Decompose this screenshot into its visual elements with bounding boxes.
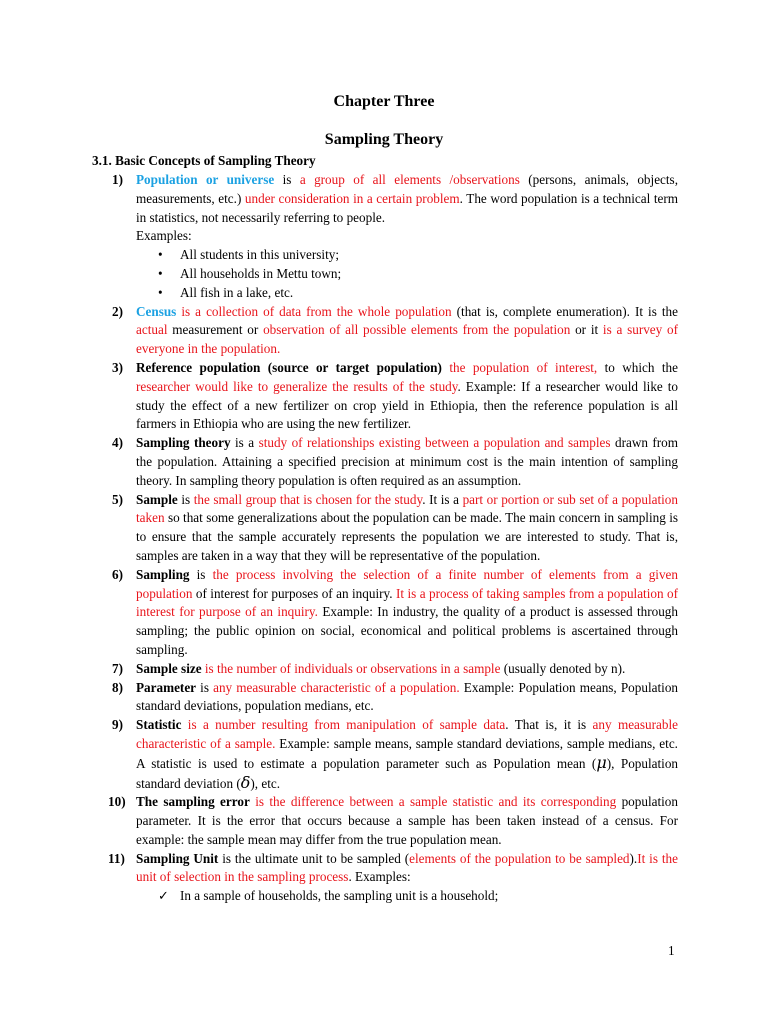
text-segment: ), Population standard deviation ( — [136, 755, 679, 791]
text-segment: part or portion or sub set of a population taken — [136, 491, 678, 526]
list-item — [92, 850, 678, 906]
text-segment: Parameter — [136, 679, 197, 695]
page-number: 1 — [668, 943, 675, 958]
text-segment: μ — [596, 752, 607, 772]
list-item-text: In a sample of households, the sampling unit is a household; — [180, 888, 499, 904]
text-segment: . Examples: — [348, 869, 411, 885]
list-item — [92, 303, 678, 359]
text-segment: measurement or — [167, 322, 264, 338]
item-text — [136, 680, 678, 714]
text-segment: a group of all elements /observations — [299, 172, 520, 187]
text-segment: any measurable characteristic of a population. — [213, 679, 460, 695]
text-segment: Statistic — [136, 717, 182, 733]
text-segment: population parameter. It is the error that occurs because a sample has been taken instead of a census. For example: the sample mean may differ from the true population mean. — [136, 794, 678, 847]
item-text — [136, 661, 625, 676]
text-segment: drawn from the population. Attaining a specified precision at minimum cost is the main intention of sampling theory. In sampling theory population is often required as an assumption. — [136, 435, 679, 488]
item-number: 11) — [108, 850, 125, 866]
text-segment: is — [189, 566, 213, 582]
text-segment: It is a process of taking samples from a population of interest for purpose of an inquiry. — [136, 585, 678, 620]
list-item: • All households in Mettu town; — [136, 265, 678, 284]
item-number: 7) — [112, 660, 123, 676]
text-segment: The sampling error — [136, 794, 250, 810]
list-item — [136, 887, 678, 906]
text-segment: Sampling Unit — [136, 850, 219, 866]
list-item — [92, 793, 678, 849]
item-text — [136, 567, 678, 657]
list-item — [92, 566, 678, 660]
list-item: • All fish in a lake, etc. — [136, 284, 678, 303]
text-segment: actual — [136, 322, 168, 338]
text-segment: is the number of individuals or observations in a sample — [201, 660, 501, 676]
text-segment: ), etc. — [250, 775, 281, 791]
text-segment: (usually denoted by n). — [500, 660, 626, 676]
text-segment: is the difference between a sample statistic and its corresponding — [249, 794, 617, 810]
item-number: 6) — [112, 566, 123, 582]
text-segment: Sample — [136, 491, 178, 507]
item-text — [136, 794, 678, 847]
text-segment: the population of interest, — [441, 359, 598, 375]
item-number: 5) — [112, 491, 123, 507]
text-segment: Sampling — [136, 566, 190, 582]
unit-examples-list — [136, 887, 678, 906]
item-text — [136, 435, 678, 488]
item-number: 8) — [112, 679, 123, 695]
item-number: 4) — [112, 435, 123, 451]
item-text — [136, 172, 678, 225]
text-segment: Population or universe — [136, 172, 275, 187]
text-segment: . The word population is a technical term in statistics, not necessarily referring to people. — [136, 190, 679, 225]
text-segment: is a survey of everyone in the population. — [136, 322, 678, 357]
text-segment: Reference population (source or target population) — [136, 359, 442, 375]
text-segment: is a number resulting from manipulation of sample data — [181, 717, 506, 733]
text-segment: the small group that is chosen for the study — [193, 491, 423, 507]
item-number: 1) — [112, 172, 123, 187]
item-text — [136, 360, 678, 431]
text-segment: elements of the population to be sampled — [409, 850, 630, 866]
text-segment: is a collection of data from the whole population — [176, 303, 452, 319]
page-title: Sampling Theory — [324, 131, 444, 148]
text-segment: Sampling theory — [136, 435, 231, 451]
text-segment: is the ultimate unit to be sampled ( — [218, 850, 410, 866]
text-segment: Example: Population means, Population standard deviations, population medians, etc. — [136, 679, 679, 714]
item-number: 3) — [112, 359, 123, 375]
text-segment: so that some generalizations about the population can be made. The main concern in sampling is to ensure that the sample accurately represents the population we are interested to study. That is, samples are taken in a way that they will be representative of the population. — [136, 510, 678, 563]
text-segment: . That is, it is — [505, 717, 593, 733]
list-item — [92, 716, 678, 793]
text-segment: under consideration in a certain problem — [244, 190, 460, 206]
text-segment: It is the unit of selection in the sampling process — [136, 850, 678, 885]
text-segment: . Example: If a researcher would like to study the effect of a new fertilizer on crop yield in Ethiopia, then the reference population is all farmers in Ethiopia who are using the new fertilizer. — [136, 378, 679, 432]
item-text — [136, 717, 678, 790]
text-segment: observation of all possible elements from the population — [263, 322, 571, 338]
list-item — [92, 679, 678, 717]
definitions-list — [92, 171, 678, 906]
list-item — [92, 434, 678, 490]
text-segment: is — [177, 491, 194, 507]
text-segment: (that is, complete enumeration). It is the — [451, 303, 679, 319]
item-text — [136, 851, 678, 885]
list-item: • All students in this university; — [136, 246, 678, 265]
text-segment: is — [274, 172, 300, 187]
checkmark-icon: ✓ — [158, 888, 170, 904]
item-number: 2) — [112, 303, 123, 319]
text-segment: Example: In industry, the quality of a product is assessed through sampling; the public opinion on social, economical and political problems is ascertained through sampling. — [136, 604, 678, 657]
list-item — [92, 171, 678, 303]
text-segment: . It is a — [422, 491, 463, 507]
examples-label: Examples: — [136, 228, 192, 244]
text-segment: study of relationships existing between a population and samples — [258, 435, 611, 451]
text-segment: Example: sample means, sample standard deviations, sample medians, etc. A statistic is used to estimate a population parameter such as Population mean ( — [136, 735, 678, 771]
text-segment: any measurable characteristic of a sample. — [136, 717, 678, 751]
item-number: 9) — [112, 717, 123, 733]
text-segment: Census — [136, 303, 177, 319]
list-item — [92, 491, 678, 566]
chapter-title: Chapter Three — [333, 93, 435, 110]
item-number: 10) — [108, 794, 126, 810]
examples-list — [136, 246, 678, 302]
item-text — [136, 492, 678, 563]
text-segment: to which the — [597, 359, 678, 375]
text-segment: researcher would like to generalize the results of the study — [136, 378, 458, 394]
text-segment: δ — [240, 772, 251, 792]
text-segment: (persons, animals, objects, measurements, etc.) — [136, 172, 678, 206]
list-item — [92, 359, 678, 434]
text-segment: is — [196, 679, 214, 695]
text-segment: the process involving the selection of a finite number of elements from a given population — [136, 566, 679, 601]
text-segment: of interest for purposes of an inquiry. — [192, 585, 396, 601]
item-text — [136, 304, 678, 357]
text-segment: ). — [629, 850, 638, 866]
text-segment: Sample size — [136, 660, 202, 676]
section-heading: 3.1. Basic Concepts of Sampling Theory — [92, 153, 316, 168]
list-item — [92, 660, 678, 679]
text-segment: or it — [570, 322, 603, 338]
text-segment: is a — [230, 435, 259, 451]
